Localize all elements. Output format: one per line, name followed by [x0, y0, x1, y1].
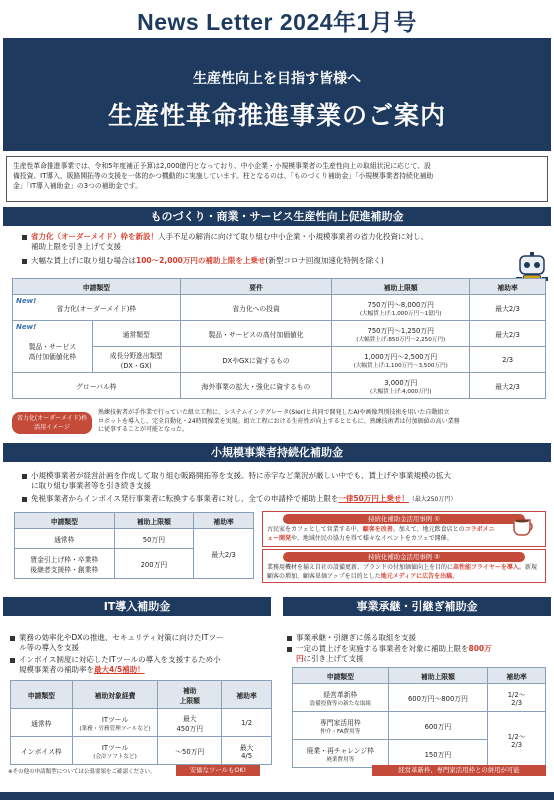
table-cell [15, 549, 115, 579]
monozukuri-b2-text: 大幅な賃上げに取り組む場合は [31, 256, 136, 265]
jizokuka-b2-highlight: 一律50万円上乗せ！ [338, 494, 409, 503]
table-cell [72, 709, 158, 737]
table-cell [332, 321, 470, 347]
rate-line: 4/5 [241, 751, 253, 760]
footer-bar [0, 792, 554, 800]
jizokuka-case-1 [262, 511, 546, 547]
table-cell: DXやGXに資するもの [180, 347, 332, 373]
case-highlight: 地元メディアに広告を出稿 [380, 572, 453, 580]
monozukuri-b1-text2: 補助上限を引き上げて支援 [31, 242, 121, 251]
r3-type: (DX・GX) [120, 361, 152, 370]
table-cell [72, 737, 158, 765]
table-header-row [293, 668, 546, 684]
table-cell: グローバル枠 [13, 373, 181, 399]
table-header: 補助率 [470, 279, 546, 295]
table-header: 補助上限額 [388, 668, 488, 684]
table-row [13, 373, 546, 399]
it-bullet-2 [10, 655, 272, 675]
table-header: 補助上限額 [114, 513, 194, 529]
table-header-row [11, 681, 272, 709]
usage-image-text [98, 409, 546, 435]
hero-main-title: 生産性革命推進事業のご案内 [107, 101, 446, 130]
header-line: 上限額 [179, 696, 200, 705]
shokei-bullet-1 [287, 633, 549, 643]
case-text: 。 [452, 572, 459, 580]
table-cell [488, 712, 546, 768]
table-cell: 200万円 [114, 549, 194, 579]
usage-text-line: ロボットを導入し、完全自動化・24時間操業を実現。組立工程における生産性が向上するとともに、熟練技術者は付加価値の高い業務 [98, 417, 460, 425]
usage-image-label-line: 活用イメージ [34, 424, 70, 431]
usage-image-label [12, 412, 92, 434]
shokei-b2-highlight2: 円 [296, 654, 304, 663]
bullet-square-icon [22, 474, 27, 479]
case-1-header: 持続化補助金活用事例 ① [283, 514, 525, 524]
r1-type: 省力化(オーダーメイド)枠 [56, 304, 137, 313]
table-cell [13, 321, 93, 373]
table-cell: 最大2/3 [194, 529, 254, 579]
r2-type: 後継者支援枠・創業枠 [30, 565, 99, 574]
table-row [293, 712, 546, 740]
it-table [10, 680, 272, 765]
table-row [13, 347, 546, 373]
table-cell: 最大2/3 [470, 373, 546, 399]
table-header: 申請類型 [11, 681, 73, 709]
case-2-header: 持続化補助金活用事例 ② [283, 552, 525, 562]
monozukuri-b1-text: 人手不足の解消に向けて取り組む中小企業・小規模事業者の省力化投資に対し、 [157, 232, 428, 241]
it-band: IT導入補助金 [3, 597, 271, 616]
it-b2-text: インボイス制度に対応したITツールの導入を支援するため小 [19, 655, 221, 664]
intro-box [6, 156, 548, 202]
rate-line: 最大 [239, 743, 254, 752]
case-text: 業務用機材を揃え自社の設備更新、ブランドの付加価値向上を目的に [267, 564, 454, 571]
table-cell [92, 347, 180, 373]
intro-line: 生産性革命推進事業では、令和5年度補正予算は2,000億円となっており、中小企業・小規模事業者の生産性向上の取組状況に応じて、設 [13, 162, 431, 170]
r2-group: 高付加価値化枠 [28, 352, 77, 361]
table-cell [332, 373, 470, 399]
r3-limit-sub: (大幅賃上げ:1,100万円～3,500万円) [353, 362, 448, 369]
bullet-square-icon [287, 647, 292, 652]
table-header: 申請類型 [15, 513, 115, 529]
coffee-cup-icon [510, 514, 540, 536]
table-cell: 通常類型 [92, 321, 180, 347]
type-line: 仲介・FA費用等 [320, 728, 361, 735]
type-line: 専門家活用枠 [319, 718, 361, 727]
table-cell: ～50万円 [158, 737, 222, 765]
table-row [293, 684, 546, 712]
r4-limit: 3,000万円 [384, 378, 418, 387]
shokei-band: 事業承継・引継ぎ補助金 [283, 597, 551, 616]
table-cell [13, 295, 181, 321]
it-bullet-1 [10, 633, 272, 653]
it-b1-text: 業務の効率化やDXの推進、セキュリティ対策に向けたITツー [19, 633, 224, 642]
shokei-b2-highlight: 800万 [468, 644, 492, 653]
monozukuri-bullet-2 [22, 256, 522, 266]
table-cell [222, 737, 272, 765]
intro-line: 備投資、IT導入、販路開拓等の支援を一体的かつ機動的に実施しています。柱となるのは、「ものづくり補助金」「小規模事業者持続化補助 [13, 172, 434, 180]
type-line: 廃業・再チャレンジ枠 [306, 746, 375, 755]
jizokuka-table [14, 512, 254, 579]
monozukuri-b2-tail: (新型コロナ回復加速化特例を除く) [265, 256, 384, 265]
bullet-square-icon [10, 658, 15, 663]
hero-banner [3, 38, 551, 151]
case-highlight: コラボメニュー開発 [267, 526, 495, 542]
shokei-b2-text: 一定の賃上げを実施する事業者を対象に補助上限を [296, 644, 469, 653]
jizokuka-bullet-1 [22, 471, 547, 491]
table-header: 補助上限額 [332, 279, 470, 295]
bullet-square-icon [22, 235, 27, 240]
table-header: 補助対象経費 [72, 681, 158, 709]
rate-line: 2/3 [511, 740, 523, 749]
it-tag: 安価なツールもOK! [176, 765, 260, 776]
cost-line: (業務・労務管理ツールなど) [79, 725, 151, 732]
monozukuri-bullet-1 [22, 232, 522, 252]
jizokuka-band: 小規模事業者持続化補助金 [3, 443, 551, 462]
r4-limit-sub: (大幅賃上げ:4,000万円) [370, 388, 432, 395]
table-cell: 最大2/3 [470, 295, 546, 321]
new-badge: New! [16, 323, 37, 331]
jizokuka-b2-tail: （最大250万円） [408, 496, 457, 503]
rate-line: 2/3 [511, 698, 523, 707]
table-row [13, 321, 546, 347]
limit-line: 450万円 [176, 724, 204, 733]
table-header: 補助率 [194, 513, 254, 529]
r1-limit: 750万円～8,000万円 [367, 300, 434, 309]
table-cell: 省力化への投資 [180, 295, 332, 321]
hero-subtitle: 生産性向上を目指す皆様へ [193, 71, 361, 87]
r1-limit-sub: (大幅賃上げ:1,000万円～1億円) [359, 310, 442, 317]
table-cell [158, 709, 222, 737]
type-line: 設備投資等の新たな取組 [309, 700, 372, 707]
case-text: 古民家をカフェとして営業する中、 [267, 526, 363, 533]
table-cell: 通常枠 [11, 709, 73, 737]
table-cell: 2/3 [470, 347, 546, 373]
shokei-table [292, 667, 546, 768]
cost-line: ITツール [101, 715, 129, 724]
table-row [13, 295, 546, 321]
table-cell: 通常枠 [15, 529, 115, 549]
shokei-bullet-2 [287, 644, 549, 664]
it-b2-text2: 規模事業者の補助率を [19, 665, 94, 674]
case-1-body [263, 524, 545, 545]
r3-type: 成長分野進出類型 [109, 351, 163, 360]
table-cell: インボイス枠 [11, 737, 73, 765]
table-cell [293, 684, 389, 712]
table-cell: 最大2/3 [470, 321, 546, 347]
limit-line: 最大 [182, 714, 197, 723]
table-header: 要件 [180, 279, 332, 295]
table-cell: 600万円～800万円 [388, 684, 488, 712]
table-cell: 150万円 [388, 740, 488, 768]
shokei-b2-text2: に引き上げて支援 [303, 654, 364, 663]
rate-line: 1/2～ [507, 690, 526, 699]
shokei-tag: 経営革新枠、専門家活用枠との併用が可能 [372, 765, 546, 776]
it-b2-highlight: 最大4/5補助！ [94, 665, 145, 674]
table-header: 申請類型 [293, 668, 389, 684]
rate-line: 1/2～ [507, 732, 526, 741]
jizokuka-b2-text: 免税事業者からインボイス発行事業者に転換する事業者に対し、全ての申請枠で補助上限を [31, 494, 339, 503]
case-text: や、地域住民の協力を得て様々なイベントをカフェで開催。 [291, 534, 453, 542]
monozukuri-b2-highlight: 100～2,000万円の補助上限を上乗せ [136, 256, 266, 265]
usage-image-label-line: 省力化(オーダーメイド)枠 [16, 415, 88, 422]
bullet-square-icon [22, 259, 27, 264]
r2-limit: 750万円～1,250万円 [367, 326, 434, 335]
table-cell: 50万円 [114, 529, 194, 549]
case-2-body [263, 562, 545, 583]
jizokuka-b1-text2: に取り組む事業者等を引き続き支援 [31, 481, 151, 490]
table-cell [488, 684, 546, 712]
jizokuka-case-2 [262, 549, 546, 583]
case-text: 。加えて、地元飲食店との [392, 526, 465, 533]
case-highlight: 顧客を改善 [362, 526, 393, 533]
table-cell: 1/2 [222, 709, 272, 737]
cost-line: (会計ソフトなど) [93, 753, 137, 760]
monozukuri-table [12, 278, 546, 399]
usage-text-line: 熟練技術者が手作業で行っていた組立工程に、システムインテグレータ(SIer)と共同で開発したAIや画像判別技術を用いた自動組立 [98, 409, 450, 416]
table-header-row [13, 279, 546, 295]
monozukuri-band: ものづくり・商業・サービス生産性向上促進補助金 [3, 207, 551, 226]
table-row [15, 529, 254, 549]
intro-line: 金」「IT導入補助金」の3つの補助金です。 [13, 182, 142, 190]
table-row [11, 737, 272, 765]
jizokuka-b1-text: 小規模事業者が経営計画を作成して取り組む販路開拓等を支援。特に赤字など業況が厳しい中でも、賃上げや事業規模の拡大 [31, 471, 451, 480]
table-header: 補助率 [222, 681, 272, 709]
table-header [158, 681, 222, 709]
table-cell [332, 295, 470, 321]
it-footnote: ※その他の申請類型については公募要領をご確認ください。 [8, 769, 156, 775]
shokei-b1-text: 事業承継・引継ぎに係る取組を支援 [296, 633, 416, 642]
type-line: 経営革新枠 [323, 690, 358, 699]
table-row [11, 709, 272, 737]
new-badge: New! [16, 297, 37, 305]
case-text: 。新規顧客の増加、顧客単価アップを目的とした [267, 564, 537, 580]
monozukuri-b1-highlight: 省力化（オーダーメイド）枠を新設！ [31, 232, 158, 241]
table-header: 申請類型 [13, 279, 181, 295]
r3-limit: 1,000万円～2,500万円 [364, 352, 438, 361]
jizokuka-bullet-2 [22, 494, 547, 505]
type-line: 廃業費用等 [326, 756, 355, 763]
cost-line: ITツール [101, 743, 129, 752]
table-header-row [15, 513, 254, 529]
it-b1-text2: ル等の導入を支援 [19, 643, 79, 652]
r2-group: 製品・サービス [28, 342, 77, 351]
r2-limit-sub: (大幅賃上げ:850万円～2,250万円) [356, 336, 446, 343]
case-highlight: 高性能フライヤーを導入 [453, 564, 519, 571]
table-cell: 製品・サービスの高付加価値化 [180, 321, 332, 347]
table-header: 補助率 [488, 668, 546, 684]
table-cell [293, 740, 389, 768]
header-line: 補助 [182, 686, 197, 695]
table-cell: 600万円 [388, 712, 488, 740]
table-cell: 海外事業の拡大・強化に資するもの [180, 373, 332, 399]
bullet-square-icon [10, 636, 15, 641]
usage-text-line: に従事することが可能となった。 [98, 426, 189, 433]
r2-type: 賃金引上げ枠・卒業枠 [30, 555, 99, 564]
bullet-square-icon [287, 636, 292, 641]
bullet-square-icon [22, 497, 27, 502]
table-cell [293, 712, 389, 740]
newsletter-title: News Letter 2024年1月号 [137, 9, 417, 35]
table-cell [332, 347, 470, 373]
